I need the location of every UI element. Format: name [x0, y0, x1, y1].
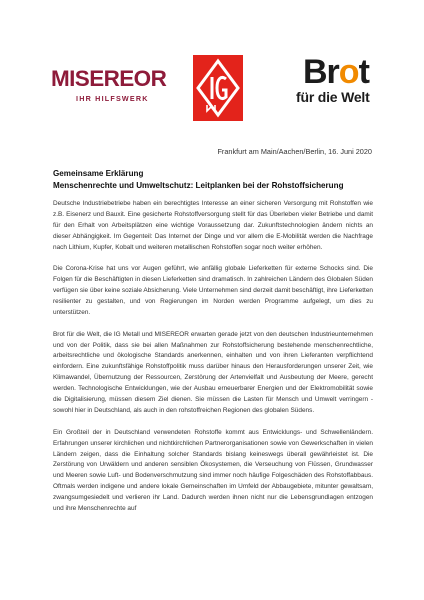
- misereor-logo-wordmark: MISEREOR: [51, 66, 167, 91]
- brot-logo-o: o: [338, 53, 359, 91]
- paragraph: Brot für die Welt, die IG Metall und MISEREOR erwarten gerade jetzt von den deutschen Industrieunternehmen und von der Politik, dass sie bei allen Maßnahmen zur Rohstoffsicherung bestehende menschenrechtliche, arbeitsrechtliche und ökologische Standards anerkennen, einhalten und von ihren Lieferanten verpflichtend einfordern. Eine zukunftsfähige Rohstoffpolitik muss darüber hinaus den Herausforderungen unserer Zeit, wie Klimawandel, Übernutzung der Ressourcen, Zerstörung der Artenvielfalt und Ausbeutung der Meere, gerecht werden. Technologische Entwicklungen, wie der Ausbau erneuerbarer Energien und der Elektromobilität sowie die Digitalisierung, müssen diesem Ziel dienen. Sie müssen die Lasten für Mensch und Umwelt verringern - sowohl hier in Deutschland, als auch in den rohstoffreichen Regionen des globalen Südens.: [53, 330, 373, 414]
- brot-fuer-die-welt-logo: [293, 53, 383, 112]
- brot-logo-word: Brot: [303, 53, 369, 91]
- body-text: [53, 199, 373, 526]
- paragraph: Deutsche Industriebetriebe haben ein berechtigtes Interesse an einer sicheren Versorgung mit Rohstoffen wie z.B. Eisenerz und Bauxit. Eine gesicherte Rohstoffversorgung stellt für das Überleben vieler Betriebe und damit für den Erhalt von Arbeitsplätzen eine wichtige Voraussetzung dar. Zukunftstechnologien ändern nichts an dieser Abhängigkeit. Im Gegenteil: Das Internet der Dinge und vor allem die E-Mobilität werden die Nachfrage nach Lithium, Kupfer, Kobalt und weiteren metallischen Rohstoffen sogar noch weiter erhöhen.: [53, 200, 373, 251]
- brot-logo-subline: für die Welt: [296, 89, 370, 105]
- date-line: Frankfurt am Main/Aachen/Berlin, 16. Juni 2020: [217, 147, 372, 156]
- misereor-logo-tagline: IHR HILFSWERK: [76, 94, 149, 103]
- heading-line-2: Menschenrechte und Umweltschutz: Leitplanken bei der Rohstoffsicherung: [53, 181, 344, 190]
- paragraph: Die Corona-Krise hat uns vor Augen geführt, wie anfällig globale Lieferketten für externe Schocks sind. Die Folgen für die Beschäftigten in diesen Lieferketten sind dramatisch. In zahlreichen Ländern des Globalen Süden verfügen sie über keine soziale Absicherung. Viele Unternehmen sind derzeit damit beschäftigt, ihre Lieferketten resilienter zu gestalten, und von Regierungen im Norden werden Programme aufgelegt, um dies zu unterstützen.: [53, 265, 373, 316]
- misereor-logo: [51, 66, 167, 110]
- paragraph: Ein Großteil der in Deutschland verwendeten Rohstoffe kommt aus Entwicklungs- und Schwellenländern. Erfahrungen unserer kirchlichen und nichtkirchlichen Partnerorganisationen sowie von Gewerkschaften in vielen Ländern zeigen, dass die Einhaltung solcher Standards bislang keineswegs überall gewährleistet ist. Die Zerstörung von Urwäldern und anderen sensiblen Ökosystemen, die Verseuchung von Flüssen, Grundwasser und Meeren sowie Luft- und Bodenverschmutzung sind immer noch häufige Folgeschäden des Rohstoffabbaus. Oftmals werden indigene und andere lokale Gemeinschaften im Umfeld der Abbaugebiete, mitunter gewaltsam, zwangsumgesiedelt und verlieren ihr Land. Dadurch werden ihnen nicht nur die Lebensgrundlagen entzogen und ihre Menschenrechte auf: [53, 428, 373, 513]
- ig-metall-emblem-icon: [193, 55, 243, 121]
- heading-line-1: Gemeinsame Erklärung: [53, 169, 144, 178]
- document-heading: [53, 168, 383, 192]
- ig-metall-logo: [193, 55, 243, 121]
